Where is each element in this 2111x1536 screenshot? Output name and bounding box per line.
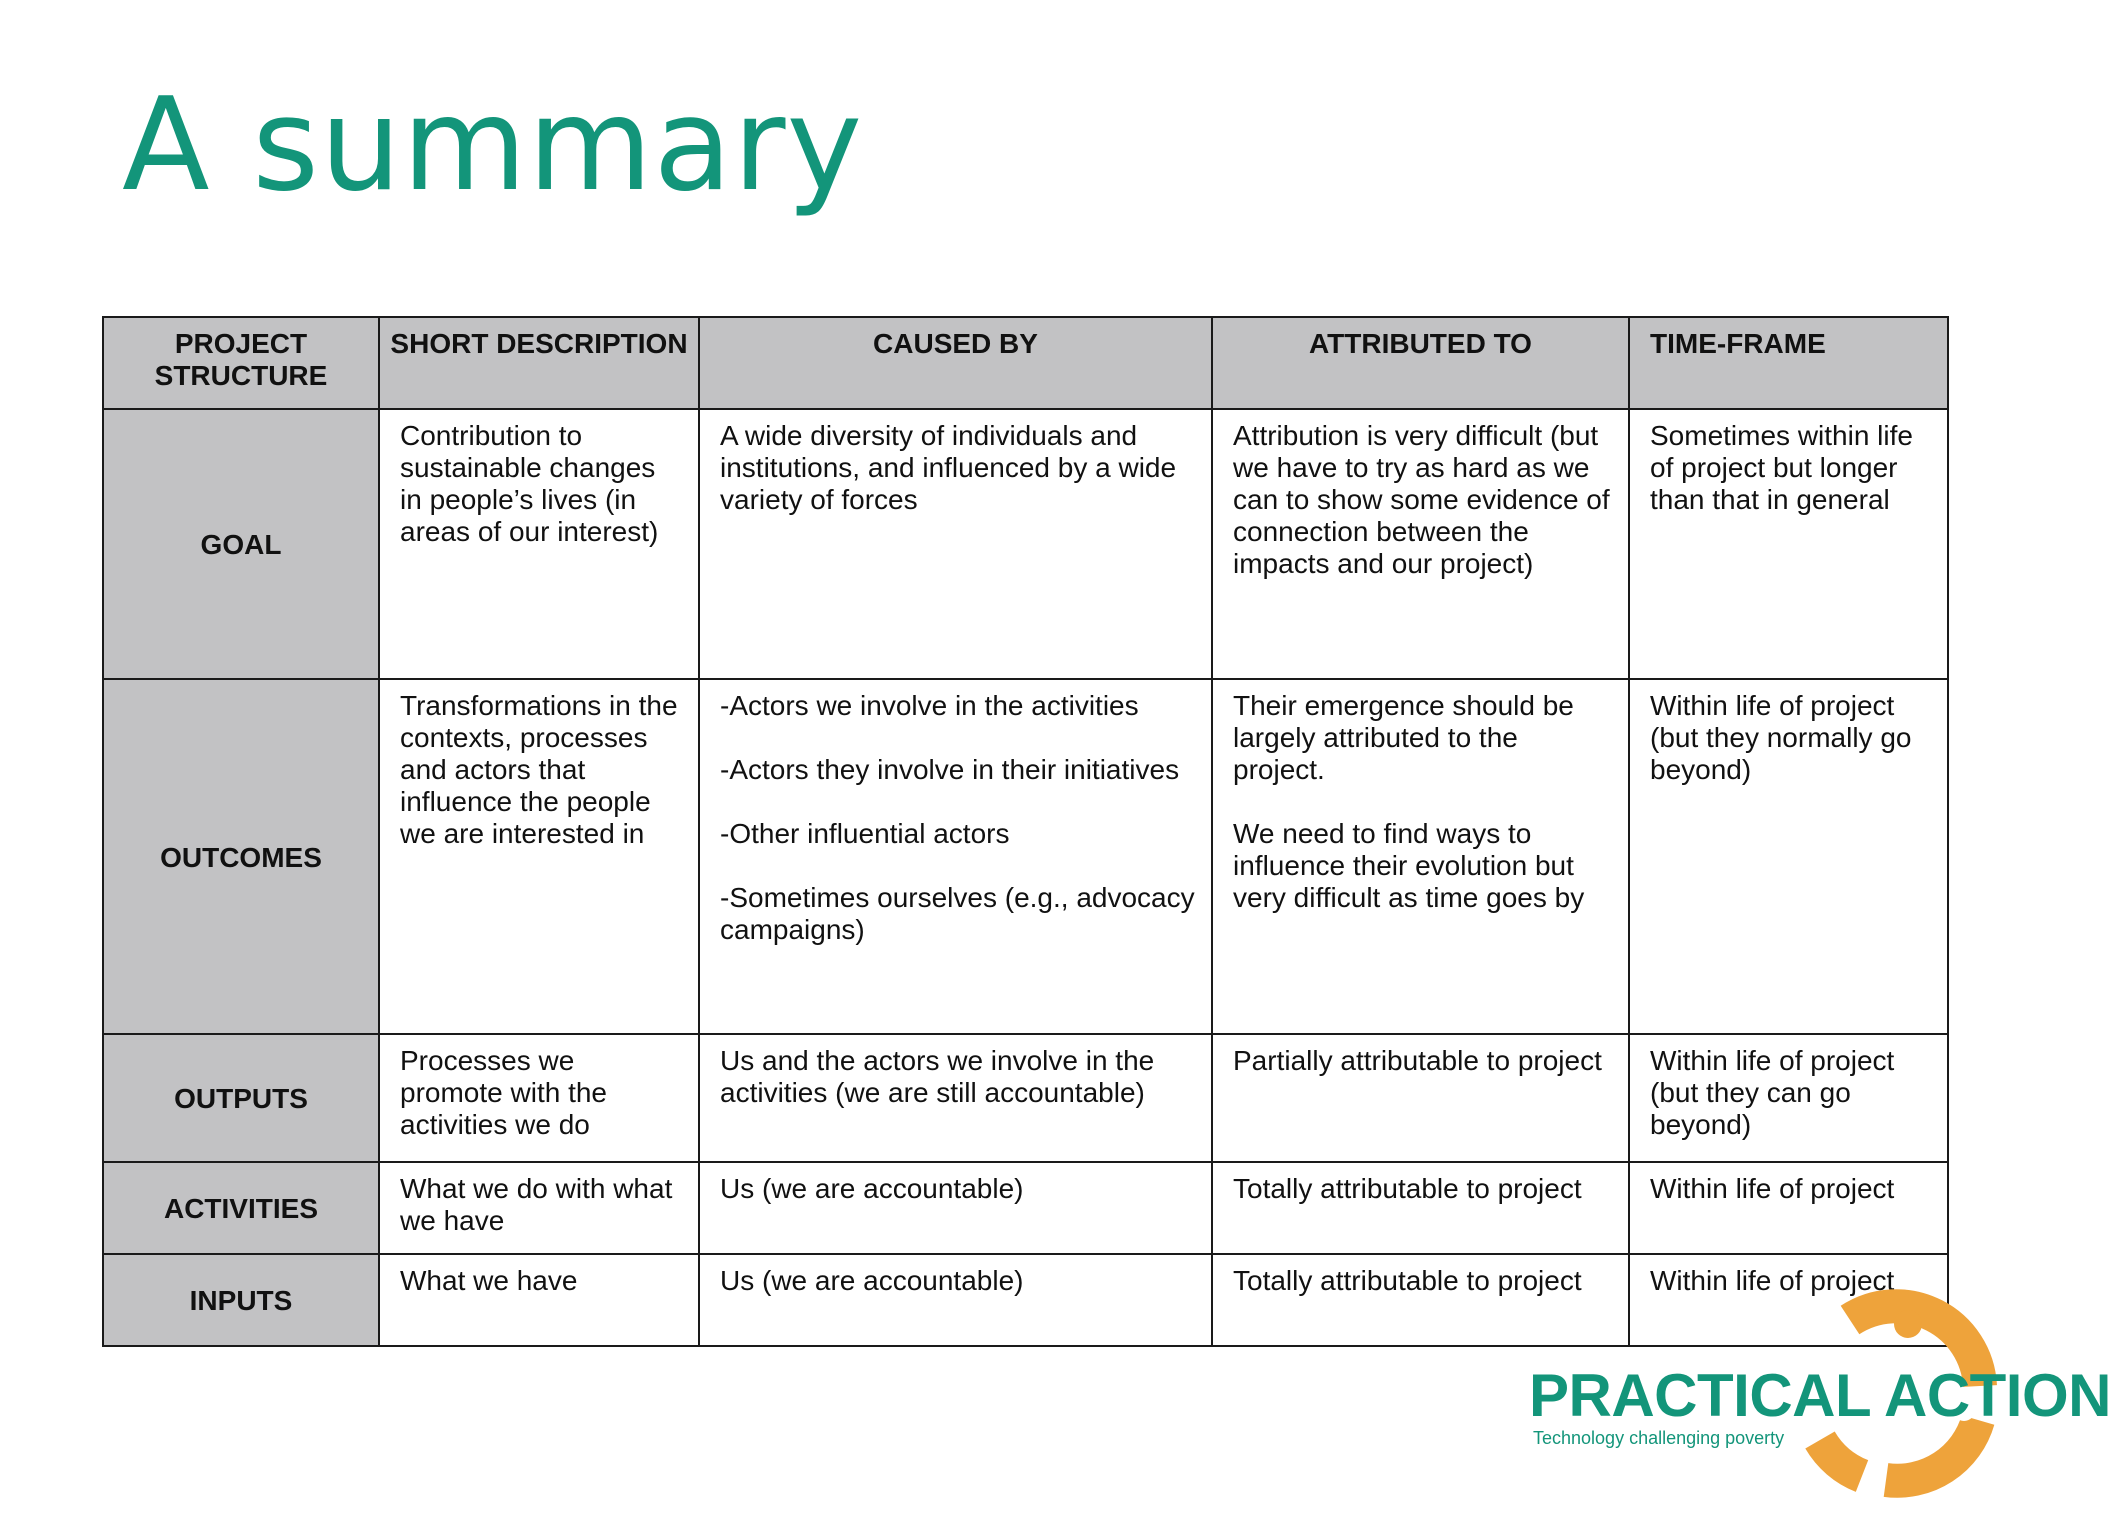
cell-text: -Sometimes ourselves (e.g., advocacy campaigns)	[720, 882, 1195, 945]
cell-caused-by	[699, 1162, 1212, 1254]
cell-time-frame: Within life of project (but they normally go beyond)	[1629, 679, 1948, 1034]
row-label-activities: ACTIVITIES	[103, 1162, 379, 1254]
cell-time-frame: Within life of project (but they can go beyond)	[1629, 1034, 1948, 1162]
cell-text: Attribution is very difficult (but we have to try as hard as we can to show some evidence of connection between the impacts and our project)	[1233, 420, 1610, 579]
cell-description: Contribution to sustainable changes in people’s lives (in areas of our interest)	[379, 409, 699, 679]
cell-text: Us (we are accountable)	[720, 1173, 1024, 1204]
cell-text: Totally attributable to project	[1233, 1173, 1582, 1204]
summary-table	[102, 316, 1949, 1347]
table-row	[103, 1034, 1948, 1162]
cell-time-frame: Sometimes within life of project but longer than that in general	[1629, 409, 1948, 679]
cell-text: -Actors we involve in the activities	[720, 690, 1139, 721]
cell-description: What we have	[379, 1254, 699, 1346]
header-caused-by: CAUSED BY	[699, 317, 1212, 409]
table-row	[103, 1162, 1948, 1254]
row-label-outcomes: OUTCOMES	[103, 679, 379, 1034]
cell-caused-by	[699, 1254, 1212, 1346]
cell-text: Totally attributable to project	[1233, 1265, 1582, 1296]
cell-text: -Actors they involve in their initiatives	[720, 754, 1180, 785]
table-row	[103, 679, 1948, 1034]
logo-name: PRACTICAL ACTION	[1529, 1362, 2111, 1429]
cell-description: Transformations in the contexts, processes and actors that influence the people we are interested in	[379, 679, 699, 1034]
row-label-inputs: INPUTS	[103, 1254, 379, 1346]
cell-attributed-to	[1212, 409, 1629, 679]
logo-tagline: Technology challenging poverty	[1533, 1428, 1785, 1448]
cell-time-frame: Within life of project	[1629, 1254, 1948, 1346]
cell-text: We need to find ways to influence their evolution but very difficult as time goes by	[1233, 818, 1585, 913]
cell-attributed-to	[1212, 1034, 1629, 1162]
practical-action-logo	[1525, 1290, 2111, 1510]
table-header-row	[103, 317, 1948, 409]
cell-caused-by	[699, 1034, 1212, 1162]
page-title: A summary	[122, 71, 864, 220]
cell-text: -Other influential actors	[720, 818, 1010, 849]
cell-text: A wide diversity of individuals and institutions, and influenced by a wide variety of forces	[720, 420, 1177, 515]
row-label-goal: GOAL	[103, 409, 379, 679]
cell-description: Processes we promote with the activities we do	[379, 1034, 699, 1162]
header-project-structure: PROJECT STRUCTURE	[103, 317, 379, 409]
row-label-outputs: OUTPUTS	[103, 1034, 379, 1162]
header-short-description: SHORT DESCRIPTION	[379, 317, 699, 409]
cell-text: Partially attributable to project	[1233, 1045, 1602, 1076]
header-attributed-to: ATTRIBUTED TO	[1212, 317, 1629, 409]
cell-text: Us and the actors we involve in the activities (we are still accountable)	[720, 1045, 1155, 1108]
cell-text: Their emergence should be largely attributed to the project.	[1233, 690, 1574, 785]
cell-description: What we do with what we have	[379, 1162, 699, 1254]
header-time-frame: TIME-FRAME	[1629, 317, 1948, 409]
cell-text: Us (we are accountable)	[720, 1265, 1024, 1296]
cell-time-frame: Within life of project	[1629, 1162, 1948, 1254]
table-row	[103, 409, 1948, 679]
cell-caused-by	[699, 679, 1212, 1034]
cell-caused-by	[699, 409, 1212, 679]
cell-attributed-to	[1212, 679, 1629, 1034]
cell-attributed-to	[1212, 1162, 1629, 1254]
